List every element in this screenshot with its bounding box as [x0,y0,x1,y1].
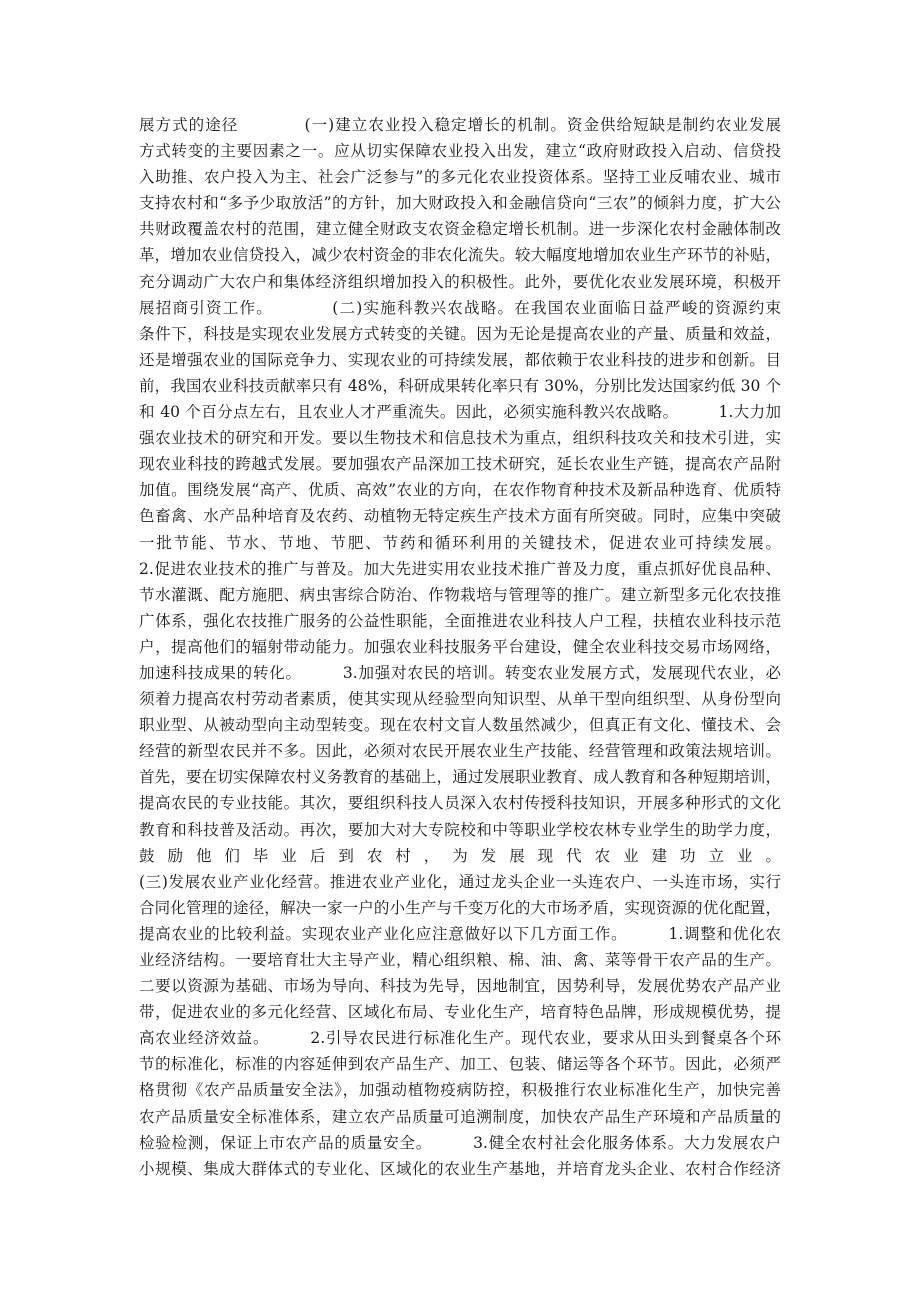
text-line: 经营的新型农民并不多。因此，必须对农民开展农业生产技能、经营管理和政策法规培训。 [139,742,781,761]
text-line: 首先，要在切实保障农村义务教育的基础上，通过发展职业教育、成人教育和各种短期培训， [139,768,781,787]
text-line: 色畜禽、水产品种培育及农药、动植物无特定疾生产技术方面有所突破。同时，应集中突破 [139,507,781,526]
text-line: 一批节能、节水、节地、节肥、节药和循环利用的关键技术，促进农业可持续发展。 [139,533,781,552]
text-line: 二要以资源为基础、市场为导向、科技为先导，因地制宜，因势利导，发展优势农产品产业 [139,977,781,996]
text-line: 加速科技成果的转化。 3.加强对农民的培训。转变农业发展方式，发展现代农业，必 [139,663,781,682]
text-line: 节的标准化，标准的内容延伸到农产品生产、加工、包装、储运等各个环节。因此，必须严 [139,1055,781,1074]
text-line: 提高农业的比较利益。实现农业产业化应注意做好以下几方面工作。 1.调整和优化农 [139,924,781,943]
text-line: 加值。围绕发展“高产、优质、高效”农业的方向，在农作物育种技术及新品种选育、优质特 [139,481,781,500]
text-line: 入助推、农户投入为主、社会广泛参与”的多元化农业投资体系。坚持工业反哺农业、城市 [139,168,781,187]
text-line: 方式转变的主要因素之一。应从切实保障农业投入出发，建立“政府财政投入启动、信贷投 [139,142,781,161]
text-line: 检验检测，保证上市农产品的质量安全。 3.健全农村社会化服务体系。大力发展农户 [139,1133,781,1152]
text-line: 户，提高他们的辐射带动能力。加强农业科技服务平台建设，健全农业科技交易市场网络， [139,637,781,656]
text-line: 提高农民的专业技能。其次，要组织科技人员深入农村传授科技知识，开展多种形式的文化 [139,794,781,813]
text-line: 格贯彻《农产品质量安全法》，加强动植物疫病防控，积极推行农业标准化生产，加快完善 [139,1081,781,1100]
text-line: 教育和科技普及活动。再次，要加大对大专院校和中等职业学校农林专业学生的助学力度， [139,820,781,839]
text-line: 节水灌溉、配方施肥、病虫害综合防治、作物栽培与管理等的推广。建立新型多元化农技推 [139,585,781,604]
text-line: 革，增加农业信贷投入，减少农村资金的非农化流失。较大幅度地增加农业生产环节的补贴， [139,246,781,265]
text-line: 还是增强农业的国际竞争力、实现农业的可持续发展，都依赖于农业科技的进步和创新。目 [139,350,781,369]
text-line: 2.促进农业技术的推广与普及。加大先进实用农业技术推广普及力度，重点抓好优良品种、 [139,559,781,578]
text-line: 广体系，强化农技推广服务的公益性职能，全面推进农业科技人户工程，扶植农业科技示范 [139,611,781,630]
text-line: 展方式的途径 (一)建立农业投入稳定增长的机制。资金供给短缺是制约农业发展 [139,116,781,134]
text-line: 高农业经济效益。 2.引导农民进行标准化生产。现代农业，要求从田头到餐桌各个环 [139,1029,781,1048]
text-line: 展招商引资工作。 (二)实施科教兴农战略。在我国农业面临日益严峻的资源约束 [139,298,781,317]
text-line: 现农业科技的跨越式发展。要加强农产品深加工技术研究，延长农业生产链，提高农产品附 [139,455,781,474]
text-line: 前，我国农业科技贡献率只有 48%，科研成果转化率只有 30%，分别比发达国家约低 30 个 [139,376,781,395]
text-line: 合同化管理的途径，解决一家一户的小生产与千变万化的大市场矛盾，实现资源的优化配置， [139,898,781,917]
text-line: 鼓励他们毕业后到农村，为发展现代农业建功立业。 [139,846,781,865]
text-line: 共财政覆盖农村的范围，建立健全财政支农资金稳定增长机制。进一步深化农村金融体制改 [139,220,781,239]
text-line: 条件下，科技是实现农业发展方式转变的关键。因为无论是提高农业的产量、质量和效益， [139,324,781,343]
text-line: 职业型、从被动型向主动型转变。现在农村文盲人数虽然减少，但真正有文化、懂技术、会 [139,716,781,735]
text-line: 强农业技术的研究和开发。要以生物技术和信息技术为重点，组织科技攻关和技术引进，实 [139,429,781,448]
text-line: 农产品质量安全标准体系，建立农产品质量可追溯制度，加快农产品生产环境和产品质量的 [139,1107,781,1126]
text-line: (三)发展农业产业化经营。推进农业产业化，通过龙头企业一头连农户、一头连市场，实行 [139,872,781,891]
text-line: 充分调动广大农户和集体经济组织增加投入的积极性。此外，要优化农业发展环境，积极开 [139,272,781,291]
body-text [139,112,781,1182]
text-line: 和 40 个百分点左右，且农业人才严重流失。因此，必须实施科教兴农战略。 1.大力加 [139,403,781,422]
text-line: 带，促进农业的多元化经营、区域化布局、专业化生产，培育特色品牌，形成规模优势，提 [139,1003,781,1022]
text-line: 业经济结构。一要培育壮大主导产业，精心组织粮、棉、油、禽、菜等骨干农产品的生产。 [139,951,781,969]
text-line: 须着力提高农村劳动者素质，使其实现从经验型向知识型、从单干型向组织型、从身份型向 [139,690,781,709]
text-line: 支持农村和“多予少取放活”的方针，加大财政投入和金融信贷向“三农”的倾斜力度，扩大公 [139,194,781,213]
text-line: 小规模、集成大群体式的专业化、区域化的农业生产基地，并培育龙头企业、农村合作经济 [139,1159,781,1178]
